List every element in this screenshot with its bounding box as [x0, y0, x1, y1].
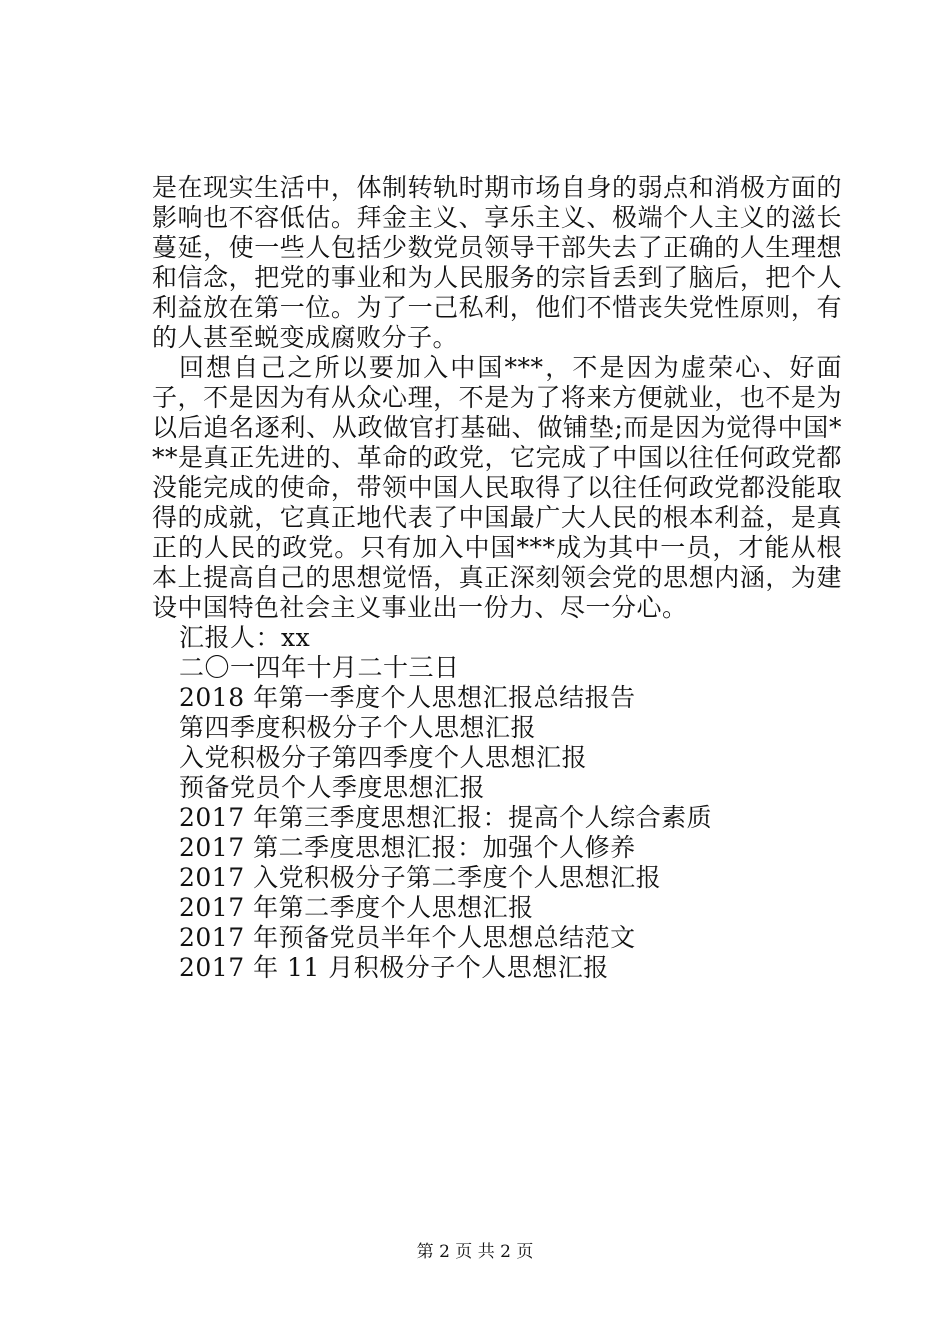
document-body: [152, 173, 842, 983]
paragraph-continuation: 是在现实生活中，体制转轨时期市场自身的弱点和消极方面的影响也不容低估。拜金主义、享乐主义、极端个人主义的滋长蔓延，使一些人包括少数党员领导干部失去了正确的人生理想和信念，把党的事业和为人民服务的宗旨丢到了脑后，把个人利益放在第一位。为了一己私利，他们不惜丧失党性原则，有的人甚至蜕变成腐败分子。: [152, 173, 842, 352]
page-indicator: 第 2 页 共 2 页: [416, 1242, 534, 1262]
paragraph-motivation: 回想自己之所以要加入中国***，不是因为虚荣心、好面子，不是因为有从众心理，不是为了将来方便就业，也不是为以后追名逐利、从政做官打基础、做铺垫;而是因为觉得中国***是真正先进的、革命的政党，它完成了中国以往任何政党都没能完成的使命，带领中国人民取得了以往任何政党都没能取得的成就，它真正地代表了中国最广大人民的根本利益，是真正的人民的政党。只有加入中国***成为其中一员，才能从根本上提高自己的思想觉悟，真正深刻领会党的思想内涵，为建设中国特色社会主义事业出一份力、尽一分心。: [152, 353, 842, 622]
related-title: 预备党员个人季度思想汇报: [179, 773, 486, 802]
related-title: 2017 年第三季度思想汇报：提高个人综合素质: [179, 803, 713, 832]
signature-line: 汇报人：xx: [179, 623, 311, 652]
closing-lines: [152, 623, 842, 983]
related-title: 2017 入党积极分子第二季度个人思想汇报: [179, 863, 662, 892]
related-title: 2017 第二季度思想汇报：加强个人修养: [179, 833, 636, 862]
related-title: 2017 年 11 月积极分子个人思想汇报: [179, 953, 609, 982]
related-title: 入党积极分子第四季度个人思想汇报: [179, 743, 588, 772]
date-line: 二〇一四年十月二十三日: [179, 653, 460, 682]
related-title: 2018 年第一季度个人思想汇报总结报告: [179, 683, 636, 712]
page-footer: [0, 1240, 950, 1264]
related-title: 2017 年第二季度个人思想汇报: [179, 893, 534, 922]
related-title: 第四季度积极分子个人思想汇报: [179, 713, 537, 742]
related-title: 2017 年预备党员半年个人思想总结范文: [179, 923, 636, 952]
